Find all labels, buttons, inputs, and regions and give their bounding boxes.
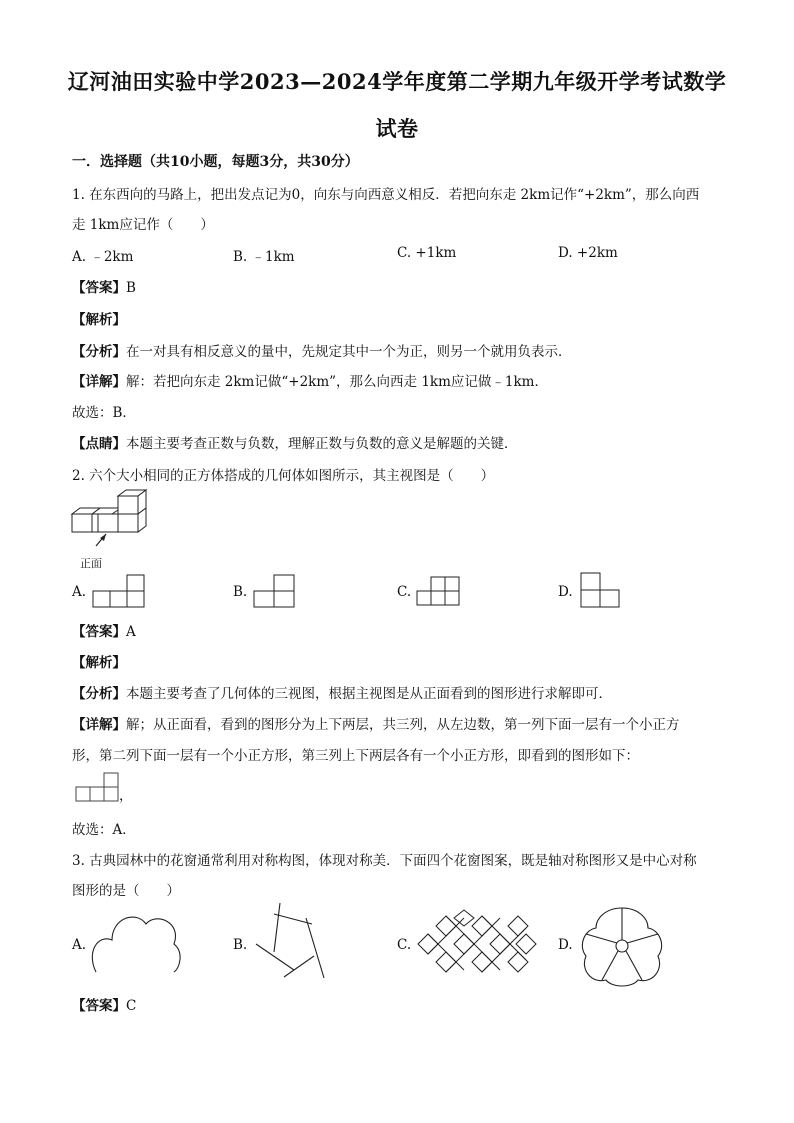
q1-option-c: C. +1km (397, 245, 457, 261)
q1-choose: 故选：B． (72, 405, 136, 421)
q1-answer (72, 276, 136, 296)
q2-analysis-tag: 【解析】 (72, 655, 126, 671)
q2-choose: 故选：A． (72, 822, 136, 838)
q3-option-c-lattice-figure (416, 910, 536, 978)
q2-option-c-figure (416, 576, 462, 606)
q2-xiangjie-cont: 形，第二列下面一层有一个小正方形，第三列上下两层各有一个小正方形，即看到的图形如下： (72, 748, 639, 764)
q2-option-b: B. (233, 584, 248, 600)
q2-stem: 2. 六个大小相同的正方体搭成的几何体如图所示，其主视图是（ ） (72, 468, 495, 484)
q2-option-a: A. (72, 584, 87, 600)
page-title-continued: 试卷 (375, 116, 419, 141)
q3-option-a-cloud-figure (90, 912, 182, 974)
q3-option-c: C. (397, 937, 412, 953)
page-title: 辽河油田实验中学2023—2024学年度第二学期九年级开学考试数学 (67, 69, 727, 94)
q3-option-b: B. (233, 937, 248, 953)
q2-option-a-figure (92, 574, 146, 608)
q2-option-b-figure (253, 574, 295, 608)
q3-answer: 【答案】C (72, 998, 137, 1014)
q1-dianjing: 【点睛】本题主要考查正数与负数，理解正数与负数的意义是解题的关键． (72, 436, 518, 452)
q3-option-b-pentagon-figure (254, 902, 330, 980)
q2-option-c: C. (397, 584, 412, 600)
q3-stem-cont: 图形的是（ ） (72, 883, 180, 899)
q1-option-d: D. +2km (558, 245, 618, 261)
section-heading: 一．选择题（共10小题，每题3分，共30分） (72, 154, 359, 170)
q2-figure-comma: ， (119, 788, 133, 804)
q2-option-d-figure (580, 572, 620, 608)
q2-option-d: D. (558, 584, 573, 600)
q1-option-b: B. ﹣1km (233, 249, 295, 265)
q2-front-view-answer-figure (75, 772, 119, 802)
q1-analysis-tag: 【解析】 (72, 312, 126, 328)
q3-option-d-flower-figure (580, 904, 664, 988)
cube-solid-figure (70, 488, 152, 554)
q2-answer: 【答案】A (72, 624, 136, 640)
q1-option-a: A. ﹣2km (72, 249, 134, 265)
q1-stem-cont: 走 1km应记作（ ） (72, 217, 214, 233)
q1-xiangjie: 【详解】解：若把向东走 2km记做“+2km”，那么向西走 1km应记做﹣1km． (72, 374, 548, 390)
q2-figure-label: 正面 (80, 557, 102, 570)
q2-xiangjie: 【详解】解；从正面看，看到的图形分为上下两层，共三列，从左边数，第一列下面一层有一个小正方 (72, 717, 680, 733)
answer-tag: 【答案】 (72, 280, 126, 296)
q3-option-d: D. (558, 937, 573, 953)
answer-value: B (126, 280, 136, 296)
q1-fenxi: 【分析】在一对具有相反意义的量中，先规定其中一个为正，则另一个就用负表示． (72, 344, 572, 360)
q2-fenxi: 【分析】本题主要考查了几何体的三视图，根据主视图是从正面看到的图形进行求解即可． (72, 686, 612, 702)
q3-stem: 3. 古典园林中的花窗通常利用对称构图，体现对称美．下面四个花窗图案，既是轴对称图形又是中心对称 (72, 853, 697, 869)
q3-option-a: A. (72, 937, 87, 953)
q1-stem: 1. 在东西向的马路上，把出发点记为0，向东与向西意义相反．若把向东走 2km记作“+2km”，那么向西 (72, 187, 700, 203)
